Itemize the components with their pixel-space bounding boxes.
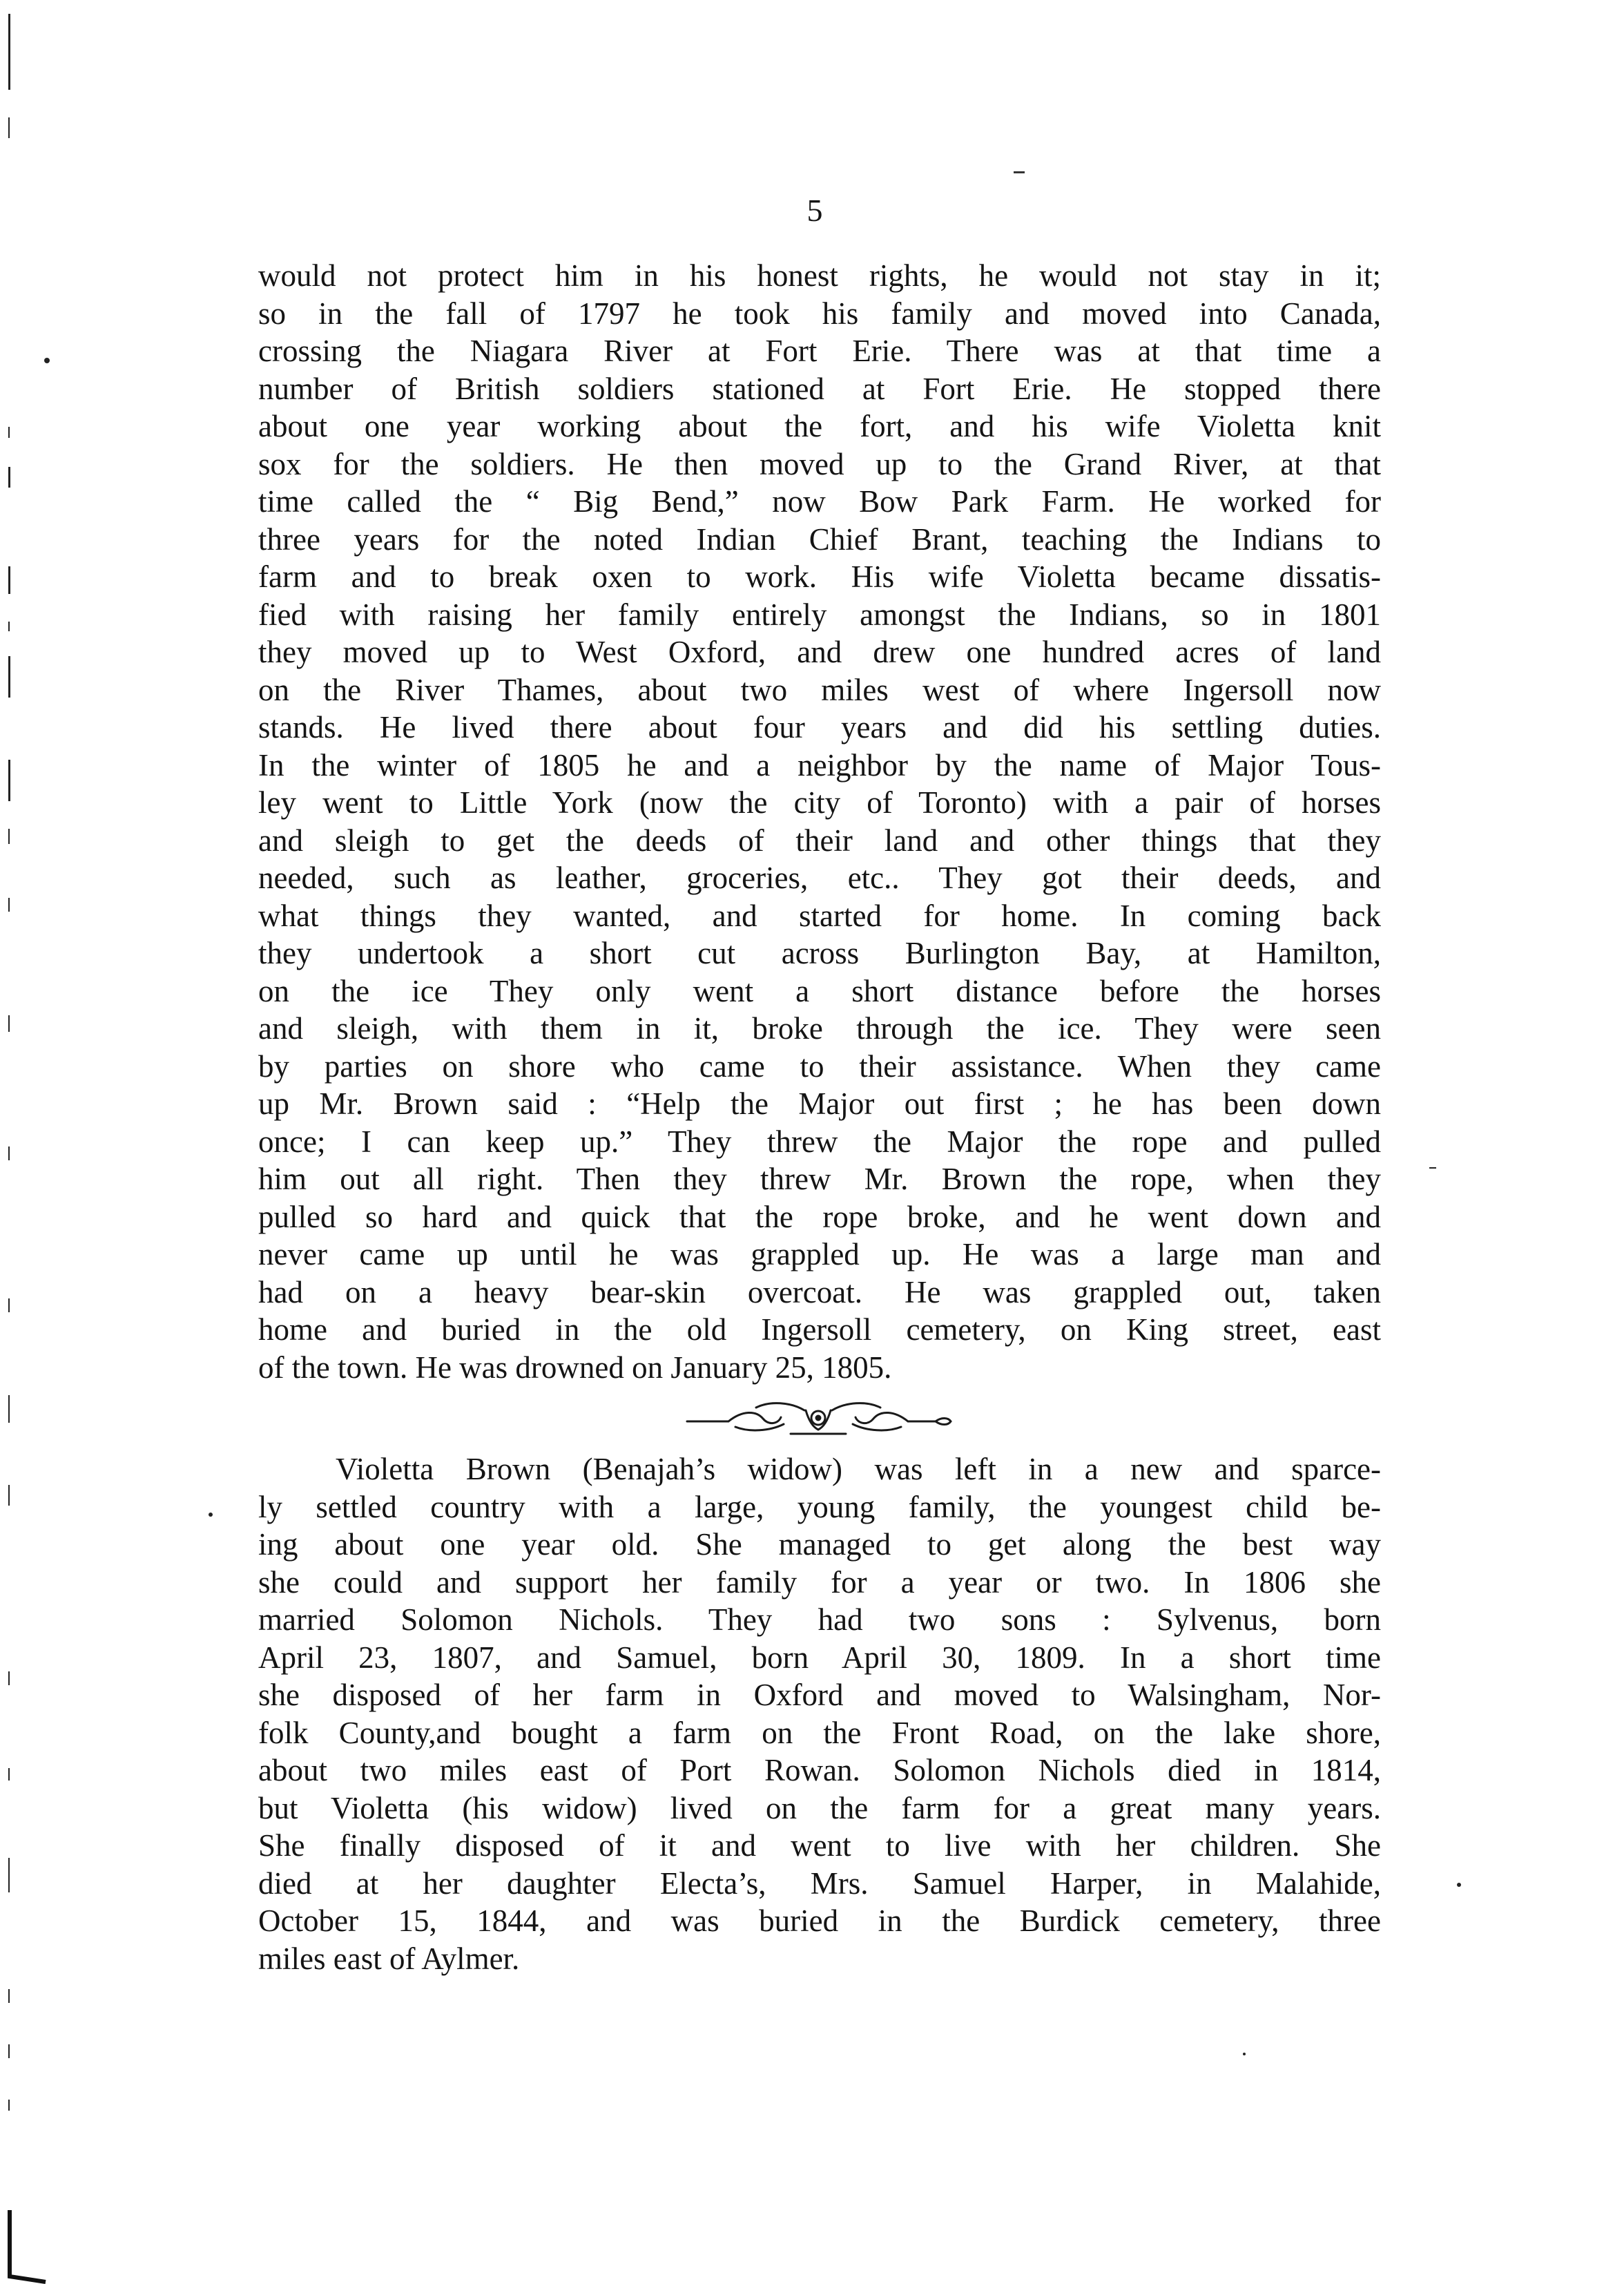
text-line: number of British soldiers stationed at Fort Erie. He stopped there bbox=[258, 371, 1381, 406]
scan-mark bbox=[8, 1858, 10, 1892]
text-line: they undertook a short cut across Burlington Bay, at Hamilton, bbox=[258, 936, 1381, 970]
text-line: about one year working about the fort, and his wife Violetta knit bbox=[258, 409, 1381, 443]
text-line: April 23, 1807, and Samuel, born April 30, 1809. In a short time bbox=[258, 1640, 1381, 1675]
top-dash-mark bbox=[1014, 171, 1025, 173]
text-line: miles east of Aylmer. bbox=[258, 1941, 520, 1976]
scan-mark bbox=[8, 898, 10, 912]
text-line: so in the fall of 1797 he took his family and moved into Canada, bbox=[258, 296, 1381, 331]
scan-mark bbox=[8, 1146, 10, 1160]
text-line: crossing the Niagara River at Fort Erie. There was at that time a bbox=[258, 334, 1381, 368]
paragraph-1 bbox=[258, 257, 1381, 1386]
text-line: In the winter of 1805 he and a neighbor by the name of Major Tous- bbox=[258, 747, 1381, 783]
text-line: folk County,and bought a farm on the Front Road, on the lake shore, bbox=[258, 1715, 1381, 1750]
paragraph-2 bbox=[258, 1450, 1381, 1977]
text-line: died at her daughter Electa’s, Mrs. Samuel Harper, in Malahide, bbox=[258, 1865, 1381, 1901]
text-line: needed, such as leather, groceries, etc.. They got their deeds, and bbox=[258, 861, 1381, 895]
scan-mark bbox=[8, 1395, 10, 1423]
scan-mark bbox=[1243, 2053, 1246, 2055]
scan-mark bbox=[8, 117, 10, 138]
scan-mark bbox=[1457, 1883, 1461, 1887]
text-line: and sleigh, with them in it, broke through the ice. They were seen bbox=[258, 1011, 1381, 1046]
text-line: she disposed of her farm in Oxford and moved to Walsingham, Nor- bbox=[258, 1678, 1381, 1712]
text-line: home and buried in the old Ingersoll cemetery, on King street, east bbox=[258, 1312, 1381, 1347]
scan-mark bbox=[8, 467, 10, 488]
scan-mark bbox=[8, 1298, 10, 1312]
scan-mark bbox=[8, 656, 10, 698]
scroll-ornament-icon bbox=[680, 1397, 956, 1439]
text-line: stands. He lived there about four years and did his settling duties. bbox=[258, 710, 1381, 745]
page-number: 5 bbox=[806, 193, 823, 228]
scan-mark bbox=[209, 1513, 213, 1517]
scan-mark bbox=[8, 1485, 10, 1506]
text-line: what things they wanted, and started for home. In coming back bbox=[258, 898, 1381, 933]
text-line: but Violetta (his widow) lived on the farm for a great many years. bbox=[258, 1790, 1381, 1825]
scan-mark bbox=[8, 427, 10, 438]
text-line: sox for the soldiers. He then moved up to the Grand River, at that bbox=[258, 446, 1381, 481]
scan-mark bbox=[8, 622, 10, 631]
text-line: October 15, 1844, and was buried in the Burdick cemetery, three bbox=[258, 1903, 1381, 1938]
scan-mark bbox=[44, 358, 50, 363]
scan-mark bbox=[1429, 1167, 1436, 1169]
text-line: She finally disposed of it and went to live with her children. She bbox=[258, 1828, 1381, 1863]
text-line: on the River Thames, about two miles west of where Ingersoll now bbox=[258, 672, 1381, 707]
text-line: never came up until he was grappled up. He was a large man and bbox=[258, 1237, 1381, 1271]
scan-mark bbox=[8, 1015, 10, 1032]
text-line: had on a heavy bear-skin overcoat. He was grappled out, taken bbox=[258, 1274, 1381, 1309]
scan-mark bbox=[8, 14, 10, 90]
scan-mark bbox=[8, 2100, 10, 2111]
text-line: of the town. He was drowned on January 25, 1805. bbox=[258, 1350, 892, 1385]
text-line: ley went to Little York (now the city of Toronto) with a pair of horses bbox=[258, 785, 1381, 820]
text-line: once; I can keep up.” They threw the Major the rope and pulled bbox=[258, 1124, 1381, 1159]
text-line: she could and support her family for a year or two. In 1806 she bbox=[258, 1564, 1381, 1600]
text-line: three years for the noted Indian Chief Brant, teaching the Indians to bbox=[258, 521, 1381, 557]
scan-mark bbox=[8, 1768, 10, 1781]
text-line: Violetta Brown (Benajah’s widow) was left in a new and sparce- bbox=[336, 1452, 1381, 1486]
text-line: time called the “ Big Bend,” now Bow Park Farm. He worked for bbox=[258, 484, 1381, 519]
scan-mark bbox=[8, 829, 10, 844]
scan-mark bbox=[8, 1989, 10, 2003]
corner-scan-mark bbox=[7, 2210, 48, 2284]
text-line: fied with raising her family entirely amongst the Indians, so in 1801 bbox=[258, 597, 1381, 632]
text-line: by parties on shore who came to their assistance. When they came bbox=[258, 1048, 1381, 1084]
text-line: farm and to break oxen to work. His wife Violetta became dissatis- bbox=[258, 559, 1381, 594]
text-line: pulled so hard and quick that the rope broke, and he went down and bbox=[258, 1199, 1381, 1234]
text-line: they moved up to West Oxford, and drew one hundred acres of land bbox=[258, 635, 1381, 669]
text-line: him out all right. Then they threw Mr. Brown the rope, when they bbox=[258, 1162, 1381, 1196]
text-line: and sleigh to get the deeds of their land and other things that they bbox=[258, 823, 1381, 858]
text-line: would not protect him in his honest rights, he would not stay in it; bbox=[258, 258, 1381, 293]
text-line: ing about one year old. She managed to get along the best way bbox=[258, 1527, 1381, 1562]
text-line: about two miles east of Port Rowan. Solomon Nichols died in 1814, bbox=[258, 1753, 1381, 1787]
text-line: ly settled country with a large, young family, the youngest child be- bbox=[258, 1489, 1381, 1524]
scan-mark bbox=[8, 2044, 10, 2058]
text-line: married Solomon Nichols. They had two sons : Sylvenus, born bbox=[258, 1602, 1381, 1637]
scan-mark bbox=[8, 566, 10, 594]
scan-mark bbox=[8, 760, 10, 801]
text-line: on the ice They only went a short distance before the horses bbox=[258, 973, 1381, 1008]
scan-mark bbox=[8, 1671, 10, 1685]
text-line: up Mr. Brown said : “Help the Major out first ; he has been down bbox=[258, 1086, 1381, 1121]
